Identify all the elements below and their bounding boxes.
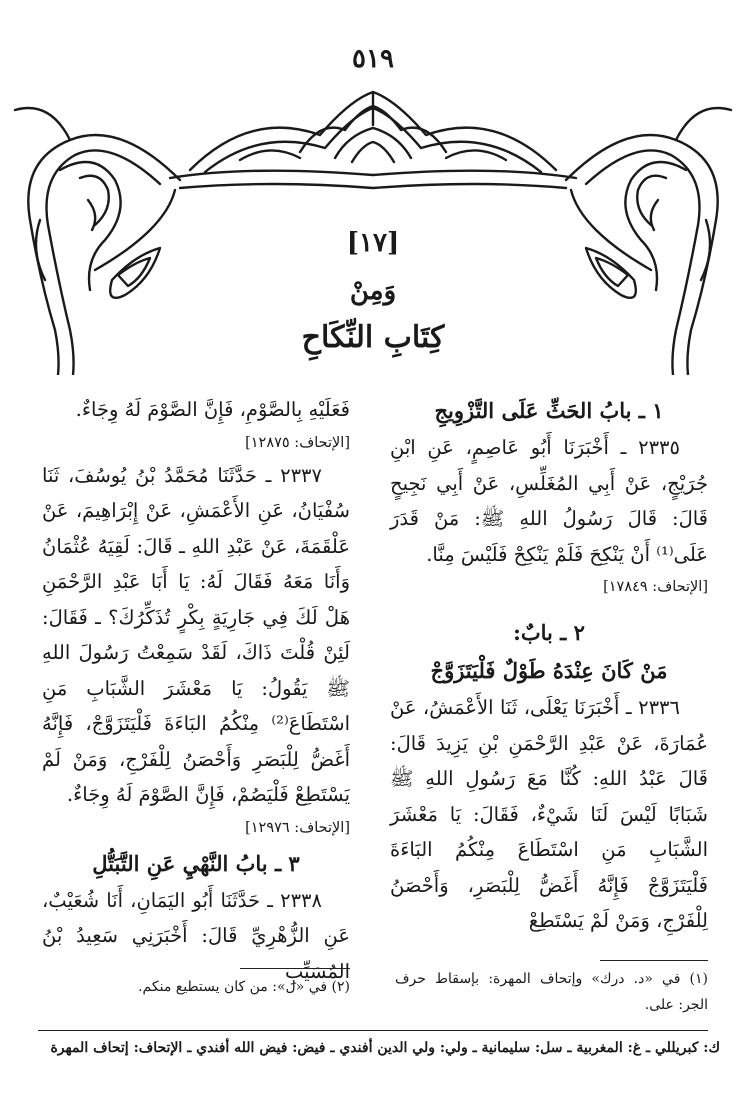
abbreviations-key: ك: كبريللي ـ غ: المغربية ـ سل: سليمانية ـ ولي: ولي الدين أفندي ـ فيض: فيض الله أفندي ـ الإتحاف: إتحاف المهرة — [50, 1040, 720, 1056]
continuation-text: فَعَلَيْهِ بِالصَّوْمِ، فَإِنَّ الصَّوْمَ لَهُ وِجَاءٌ. — [75, 398, 350, 421]
section-heading-2: ٢ ـ بابٌ: — [513, 620, 585, 645]
section-heading-1: ١ ـ بابُ الحَثِّ عَلَى التَّزْوِيجِ — [434, 398, 664, 423]
reference-12875: [الإتحاف: ١٢٨٧٥] — [245, 434, 350, 451]
book-title: كِتَابِ النِّكَاحِ — [301, 320, 445, 355]
chapter-number: [١٧] — [346, 228, 400, 258]
left-column — [42, 392, 350, 989]
hadith-2337: ٢٣٣٧ ـ حَدَّثَنَا مُحَمَّدُ بْنُ يُوسُفَ، ثَنَا سُفْيَانُ، عَنِ الأَعْمَشِ، عَنْ إِبْرَاهِيمَ، عَنْ عَلْقَمَةَ، عَنْ عَبْدِ اللهِ ـ قَالَ: لَقِيَهُ عُثْمَانُ وَأَنَا مَعَهُ فَقَالَ لَهُ: يَا أَبَا عَبْدِ الرَّحْمَنِ هَلْ لَكَ فِي جَارِيَةٍ بِكْرٍ تُذَكِّرُكَ؟ ـ فَقَالَ: لَئِنْ قُلْتَ ذَاكَ، لَقَدْ سَمِعْتُ رَسُولَ اللهِ ﷺ يَقُولُ: يَا مَعْشَرَ الشَّبَابِ مَنِ اسْتَطَاعَ⁽²⁾ مِنْكُمُ البَاءَةَ فَلْيَتَزَوَّجْ، فَإِنَّهُ أَغَضُّ لِلْبَصَرِ وَأَحْصَنُ لِلْفَرْجِ، وَمَنْ لَمْ يَسْتَطِعْ فَلْيَصُمْ، فَإِنَّ الصَّوْمَ لَهُ وِجَاءٌ. — [42, 463, 350, 806]
footnote-2: (٢) في «ل»: من كان يستطيع منكم. — [138, 979, 350, 995]
hadith-2336: ٢٣٣٦ ـ أَخْبَرَنَا يَعْلَى، ثَنَا الأَعْمَشُ، عَنْ عُمَارَةَ، عَنْ عَبْدِ الرَّحْمَنِ بْنِ يَزِيدَ قَالَ: قَالَ عَبْدُ اللهِ: كُنَّا مَعَ رَسُولِ اللهِ ﷺ شَبَابًا لَيْسَ لَنَا شَيْءٌ، فَقَالَ: يَا مَعْشَرَ الشَّبَابِ مَنِ اسْتَطَاعَ مِنْكُمُ البَاءَةَ فَلْيَتَزَوَّجْ فَإِنَّهُ أَغَضُّ لِلْبَصَرِ، وَأَحْصَنُ لِلْفَرْجِ، وَمَنْ لَمْ يَسْتَطِعْ — [390, 696, 708, 932]
chapter-prefix: وَمِنْ — [349, 276, 397, 306]
reference-12976: [الإتحاف: ١٢٩٧٦] — [245, 819, 350, 836]
right-column — [390, 392, 708, 939]
section-heading-2-title: مَنْ كَانَ عِنْدَهُ طَوْلٌ فَلْيَتَزَوَّجْ — [430, 658, 668, 683]
bottom-rule — [38, 1030, 708, 1031]
hadith-2338: ٢٣٣٨ ـ حَدَّثَنَا أَبُو اليَمَانِ، أَنَا شُعَيْبٌ، عَنِ الزُّهْرِيِّ قَالَ: أَخْبَرَنِي سَعِيدُ بْنُ المُسَيِّبِ — [42, 888, 350, 983]
hadith-2335: ٢٣٣٥ ـ أَخْبَرَنَا أَبُو عَاصِمٍ، عَنِ ابْنِ جُرَيْجٍ، عَنْ أَبِي المُغَلِّسِ، عَنْ أَبِي نَجِيحٍ قَالَ: قَالَ رَسُولُ اللهِ ﷺ: مَنْ قَدَرَ عَلَى⁽¹⁾ أَنْ يَنْكِحَ فَلَمْ يَنْكِحْ فَلَيْسَ مِنَّا. — [390, 436, 708, 566]
footnote-rule-right — [600, 960, 708, 961]
section-heading-3: ٣ ـ بابُ النَّهْيِ عَنِ التَّبَتُّلِ — [92, 850, 300, 876]
reference-17849: [الإتحاف: ١٧٨٤٩] — [603, 579, 708, 595]
footnote-rule-left — [240, 968, 350, 969]
page-number: ٥١٩ — [352, 44, 394, 74]
footnote-1: (١) في «د. درك» وإتحاف المهرة: بإسقاط حرف الجر: على. — [395, 971, 708, 1013]
